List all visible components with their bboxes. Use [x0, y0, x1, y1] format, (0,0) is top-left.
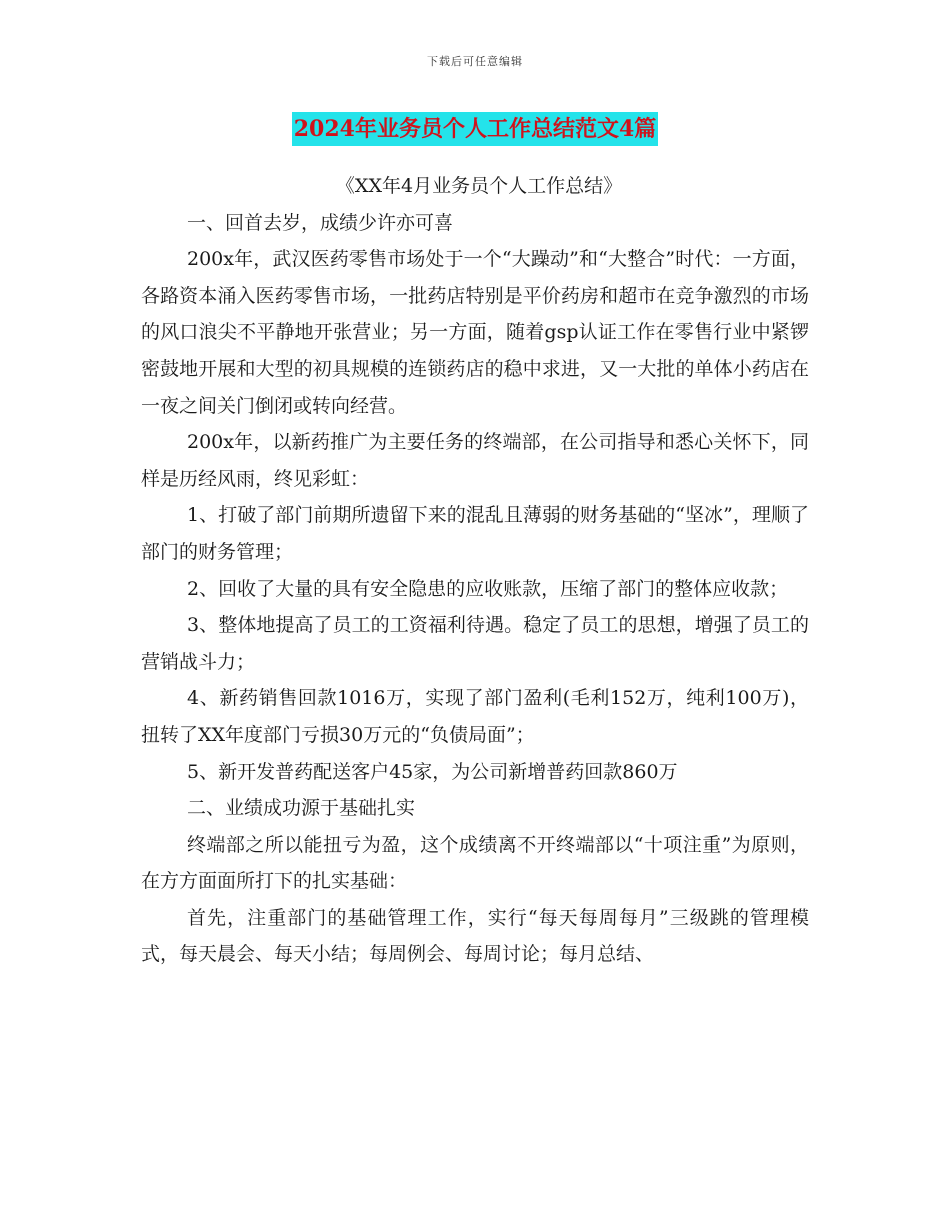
list-item: 1、打破了部门前期所遗留下来的混乱且薄弱的财务基础的“坚冰”，理顺了部门的财务管理； [141, 504, 809, 563]
list-item: 4、新药销售回款1016万，实现了部门盈利(毛利152万，纯利100万)，扭转了XX年度部门亏损30万元的“负债局面”； [141, 687, 809, 746]
list-item: 2、回收了大量的具有安全隐患的应收账款，压缩了部门的整体应收款； [187, 577, 789, 600]
header-note: 下载后可任意编辑 [427, 55, 523, 68]
paragraph: 200x年，以新药推广为主要任务的终端部，在公司指导和悉心关怀下，同样是历经风雨，终见彩虹： [141, 431, 809, 490]
title-wrap [0, 112, 950, 146]
document-body [141, 168, 809, 973]
paragraph: 终端部之所以能扭亏为盈，这个成绩离不开终端部以“十项注重”为原则，在方方面面所打下的扎实基础： [141, 833, 809, 893]
section-heading-1: 一、回首去岁，成绩少许亦可喜 [187, 211, 454, 234]
section-heading-2: 二、业绩成功源于基础扎实 [187, 797, 416, 820]
document-subtitle: 《XX年4月业务员个人工作总结》 [335, 175, 623, 197]
document-title: 2024年业务员个人工作总结范文4篇 [292, 112, 659, 146]
paragraph: 200x年，武汉医药零售市场处于一个“大躁动”和“大整合”时代：一方面，各路资本涌入医药零售市场，一批药店特别是平价药房和超市在竞争激烈的市场的风口浪尖不平静地开张营业；另一方面，随着gsp认证工作在零售行业中紧锣密鼓地开展和大型的初具规模的连锁药店的稳中求进，又一大批的单体小药店在一夜之间关门倒闭或转向经营。 [141, 248, 809, 417]
list-item: 3、整体地提高了员工的工资福利待遇。稳定了员工的思想，增强了员工的营销战斗力； [141, 614, 809, 673]
paragraph: 首先，注重部门的基础管理工作，实行“每天每周每月”三级跳的管理模式，每天晨会、每天小结；每周例会、每周讨论；每月总结、 [141, 906, 809, 966]
list-item: 5、新开发普药配送客户45家，为公司新增普药回款860万 [187, 760, 678, 783]
